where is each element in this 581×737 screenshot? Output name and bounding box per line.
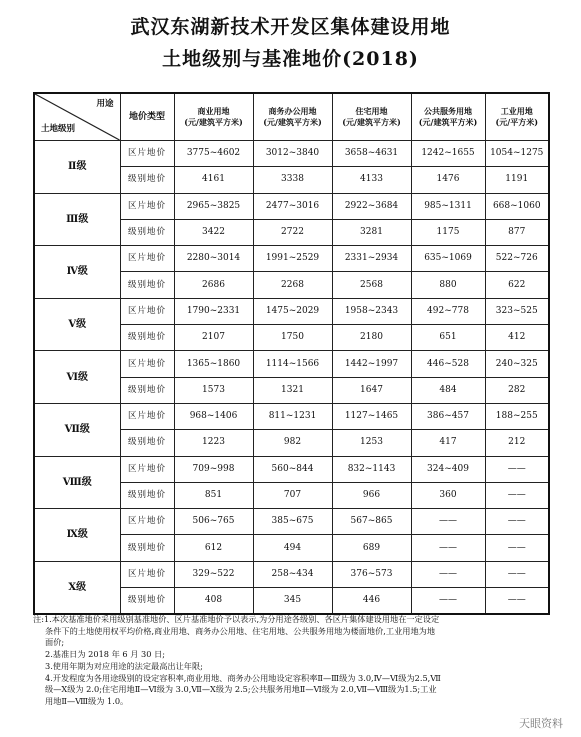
value-cell: 3422: [174, 219, 253, 245]
table-row: [34, 246, 549, 272]
value-cell: 612: [174, 535, 253, 561]
residential-header: [332, 93, 411, 141]
level-cell: Ⅵ级: [34, 351, 120, 404]
value-cell: ——: [485, 456, 549, 482]
type-cell: 区片地价: [120, 141, 174, 167]
value-cell: 707: [253, 482, 332, 508]
value-cell: 376~573: [332, 561, 411, 587]
level-cell: Ⅳ级: [34, 246, 120, 299]
value-cell: ——: [411, 561, 485, 587]
value-cell: 3658~4631: [332, 141, 411, 167]
value-cell: 4161: [174, 167, 253, 193]
value-cell: ——: [411, 509, 485, 535]
value-cell: 1127~1465: [332, 403, 411, 429]
office-header: [253, 93, 332, 141]
value-cell: 2280~3014: [174, 246, 253, 272]
type-cell: 级别地价: [120, 272, 174, 298]
value-cell: 966: [332, 482, 411, 508]
value-cell: 1573: [174, 377, 253, 403]
note-1-text-b: 条件下的土地使用权平均价格,商业用地、商务办公用地、住宅用地、公共服务用地为楼面地价,工业用地为地: [45, 625, 436, 636]
notes-section: [33, 614, 548, 708]
value-cell: 1365~1860: [174, 351, 253, 377]
value-cell: ——: [485, 482, 549, 508]
value-cell: 494: [253, 535, 332, 561]
value-cell: 1958~2343: [332, 298, 411, 324]
office-header-unit: (元/建筑平方米): [263, 117, 322, 127]
value-cell: 880: [411, 272, 485, 298]
value-cell: 2107: [174, 325, 253, 351]
type-cell: 级别地价: [120, 535, 174, 561]
value-cell: ——: [485, 588, 549, 615]
type-cell: 级别地价: [120, 377, 174, 403]
residential-header-unit: (元/建筑平方米): [342, 117, 401, 127]
value-cell: 492~778: [411, 298, 485, 324]
diag-use-label: 用途: [96, 99, 114, 109]
value-cell: 811~1231: [253, 403, 332, 429]
title-line-1: 武汉东湖新技术开发区集体建设用地: [130, 16, 451, 38]
value-cell: 212: [485, 430, 549, 456]
value-cell: 2568: [332, 272, 411, 298]
value-cell: 689: [332, 535, 411, 561]
price-type-header: 地价类型: [120, 93, 174, 141]
value-cell: 1054~1275: [485, 141, 549, 167]
value-cell: 446~528: [411, 351, 485, 377]
table-row: [34, 509, 549, 535]
value-cell: 506~765: [174, 509, 253, 535]
diag-level-label: 土地级别: [41, 124, 76, 134]
level-cell: Ⅹ级: [34, 561, 120, 614]
type-cell: 级别地价: [120, 482, 174, 508]
value-cell: 446: [332, 588, 411, 615]
value-cell: 408: [174, 588, 253, 615]
industrial-header-unit: (元/平方米): [495, 117, 538, 127]
value-cell: 3775~4602: [174, 141, 253, 167]
value-cell: ——: [485, 535, 549, 561]
type-cell: 区片地价: [120, 298, 174, 324]
residential-header-label: 住宅用地: [355, 106, 388, 116]
table-row: [34, 351, 549, 377]
note-1-text-c: 面价;: [45, 637, 65, 648]
value-cell: 2268: [253, 272, 332, 298]
land-price-table: [33, 92, 550, 615]
value-cell: 1191: [485, 167, 549, 193]
value-cell: 560~844: [253, 456, 332, 482]
value-cell: 360: [411, 482, 485, 508]
value-cell: 1790~2331: [174, 298, 253, 324]
table-row: [34, 298, 549, 324]
value-cell: 188~255: [485, 403, 549, 429]
value-cell: 386~457: [411, 403, 485, 429]
note-1: [33, 614, 548, 626]
table-row: [34, 561, 549, 587]
commercial-header-label: 商业用地: [197, 106, 230, 116]
value-cell: 2922~3684: [332, 193, 411, 219]
type-cell: 区片地价: [120, 456, 174, 482]
value-cell: 3281: [332, 219, 411, 245]
table-row: [34, 193, 549, 219]
value-cell: 2686: [174, 272, 253, 298]
value-cell: ——: [485, 561, 549, 587]
value-cell: ——: [411, 535, 485, 561]
level-cell: Ⅶ级: [34, 403, 120, 456]
note-1-lead: 注:1.: [33, 614, 52, 624]
table-row: [34, 456, 549, 482]
public-service-header-label: 公共服务用地: [424, 106, 472, 116]
level-cell: Ⅴ级: [34, 298, 120, 351]
value-cell: 1321: [253, 377, 332, 403]
value-cell: 635~1069: [411, 246, 485, 272]
type-cell: 区片地价: [120, 509, 174, 535]
value-cell: 1175: [411, 219, 485, 245]
note-4-text-b: 级—Ⅹ级为 2.0;住宅用地Ⅱ—Ⅵ级为 3.0,Ⅶ—Ⅹ级为 2.5;公共服务用地Ⅱ—Ⅵ级为 2.0,Ⅶ—Ⅷ级为1.5;工业: [45, 684, 437, 695]
value-cell: 2722: [253, 219, 332, 245]
value-cell: 3338: [253, 167, 332, 193]
title-line-2: 土地级别与基准地价(2018): [162, 48, 419, 70]
type-cell: 区片地价: [120, 561, 174, 587]
note-2: 2.基准日为 2018 年 6 月 30 日;: [45, 649, 165, 660]
value-cell: 982: [253, 430, 332, 456]
value-cell: 622: [485, 272, 549, 298]
value-cell: 1991~2529: [253, 246, 332, 272]
note-4-text-a: 4.开发程度为各用途级别的设定容积率,商业用地、商务办公用地设定容积率Ⅱ—Ⅲ级为 3.0,Ⅳ—Ⅵ级为2.5,Ⅶ: [45, 672, 441, 683]
table-row: [34, 141, 549, 167]
commercial-header: [174, 93, 253, 141]
value-cell: 522~726: [485, 246, 549, 272]
industrial-header: [485, 93, 549, 141]
header-row: [34, 93, 549, 141]
type-cell: 级别地价: [120, 588, 174, 615]
value-cell: 709~998: [174, 456, 253, 482]
value-cell: 1750: [253, 325, 332, 351]
value-cell: 668~1060: [485, 193, 549, 219]
commercial-header-unit: (元/建筑平方米): [184, 117, 243, 127]
value-cell: 1475~2029: [253, 298, 332, 324]
value-cell: 1114~1566: [253, 351, 332, 377]
public-service-header-unit: (元/建筑平方米): [418, 117, 478, 127]
value-cell: 1242~1655: [411, 141, 485, 167]
value-cell: 324~409: [411, 456, 485, 482]
value-cell: 329~522: [174, 561, 253, 587]
value-cell: 851: [174, 482, 253, 508]
type-cell: 级别地价: [120, 325, 174, 351]
level-cell: Ⅸ级: [34, 509, 120, 562]
public-service-header: [411, 93, 485, 141]
value-cell: 877: [485, 219, 549, 245]
value-cell: 323~525: [485, 298, 549, 324]
value-cell: 240~325: [485, 351, 549, 377]
value-cell: 3012~3840: [253, 141, 332, 167]
type-cell: 级别地价: [120, 430, 174, 456]
value-cell: 282: [485, 377, 549, 403]
note-4-text-c: 用地Ⅱ—Ⅷ级为 1.0。: [45, 695, 129, 706]
value-cell: 385~675: [253, 509, 332, 535]
value-cell: 412: [485, 325, 549, 351]
level-cell: Ⅲ级: [34, 193, 120, 246]
diagonal-header-cell: [34, 93, 120, 141]
level-cell: Ⅱ级: [34, 141, 120, 194]
type-cell: 级别地价: [120, 167, 174, 193]
type-cell: 级别地价: [120, 219, 174, 245]
office-header-label: 商务办公用地: [268, 106, 317, 116]
note-3: 3.使用年期为对应用途的法定最高出让年限;: [45, 660, 203, 671]
value-cell: 651: [411, 325, 485, 351]
value-cell: 968~1406: [174, 403, 253, 429]
type-cell: 区片地价: [120, 351, 174, 377]
value-cell: 985~1311: [411, 193, 485, 219]
level-cell: Ⅷ级: [34, 456, 120, 509]
value-cell: 2180: [332, 325, 411, 351]
value-cell: 832~1143: [332, 456, 411, 482]
value-cell: 417: [411, 430, 485, 456]
value-cell: ——: [485, 509, 549, 535]
value-cell: ——: [411, 588, 485, 615]
value-cell: 2331~2934: [332, 246, 411, 272]
note-1-text-a: 本次基准地价采用级别基准地价、区片基准地价予以表示,为分用途各级别、各区片集体建设用地在一定设定: [51, 614, 440, 624]
watermark: 天眼资料: [519, 717, 563, 730]
value-cell: 1253: [332, 430, 411, 456]
value-cell: 2477~3016: [253, 193, 332, 219]
value-cell: 484: [411, 377, 485, 403]
type-cell: 区片地价: [120, 193, 174, 219]
value-cell: 1476: [411, 167, 485, 193]
value-cell: 2965~3825: [174, 193, 253, 219]
value-cell: 1223: [174, 430, 253, 456]
value-cell: 1647: [332, 377, 411, 403]
value-cell: 4133: [332, 167, 411, 193]
value-cell: 258~434: [253, 561, 332, 587]
value-cell: 345: [253, 588, 332, 615]
value-cell: 1442~1997: [332, 351, 411, 377]
table-row: [34, 403, 549, 429]
type-cell: 区片地价: [120, 403, 174, 429]
type-cell: 区片地价: [120, 246, 174, 272]
industrial-header-label: 工业用地: [500, 106, 533, 116]
value-cell: 567~865: [332, 509, 411, 535]
